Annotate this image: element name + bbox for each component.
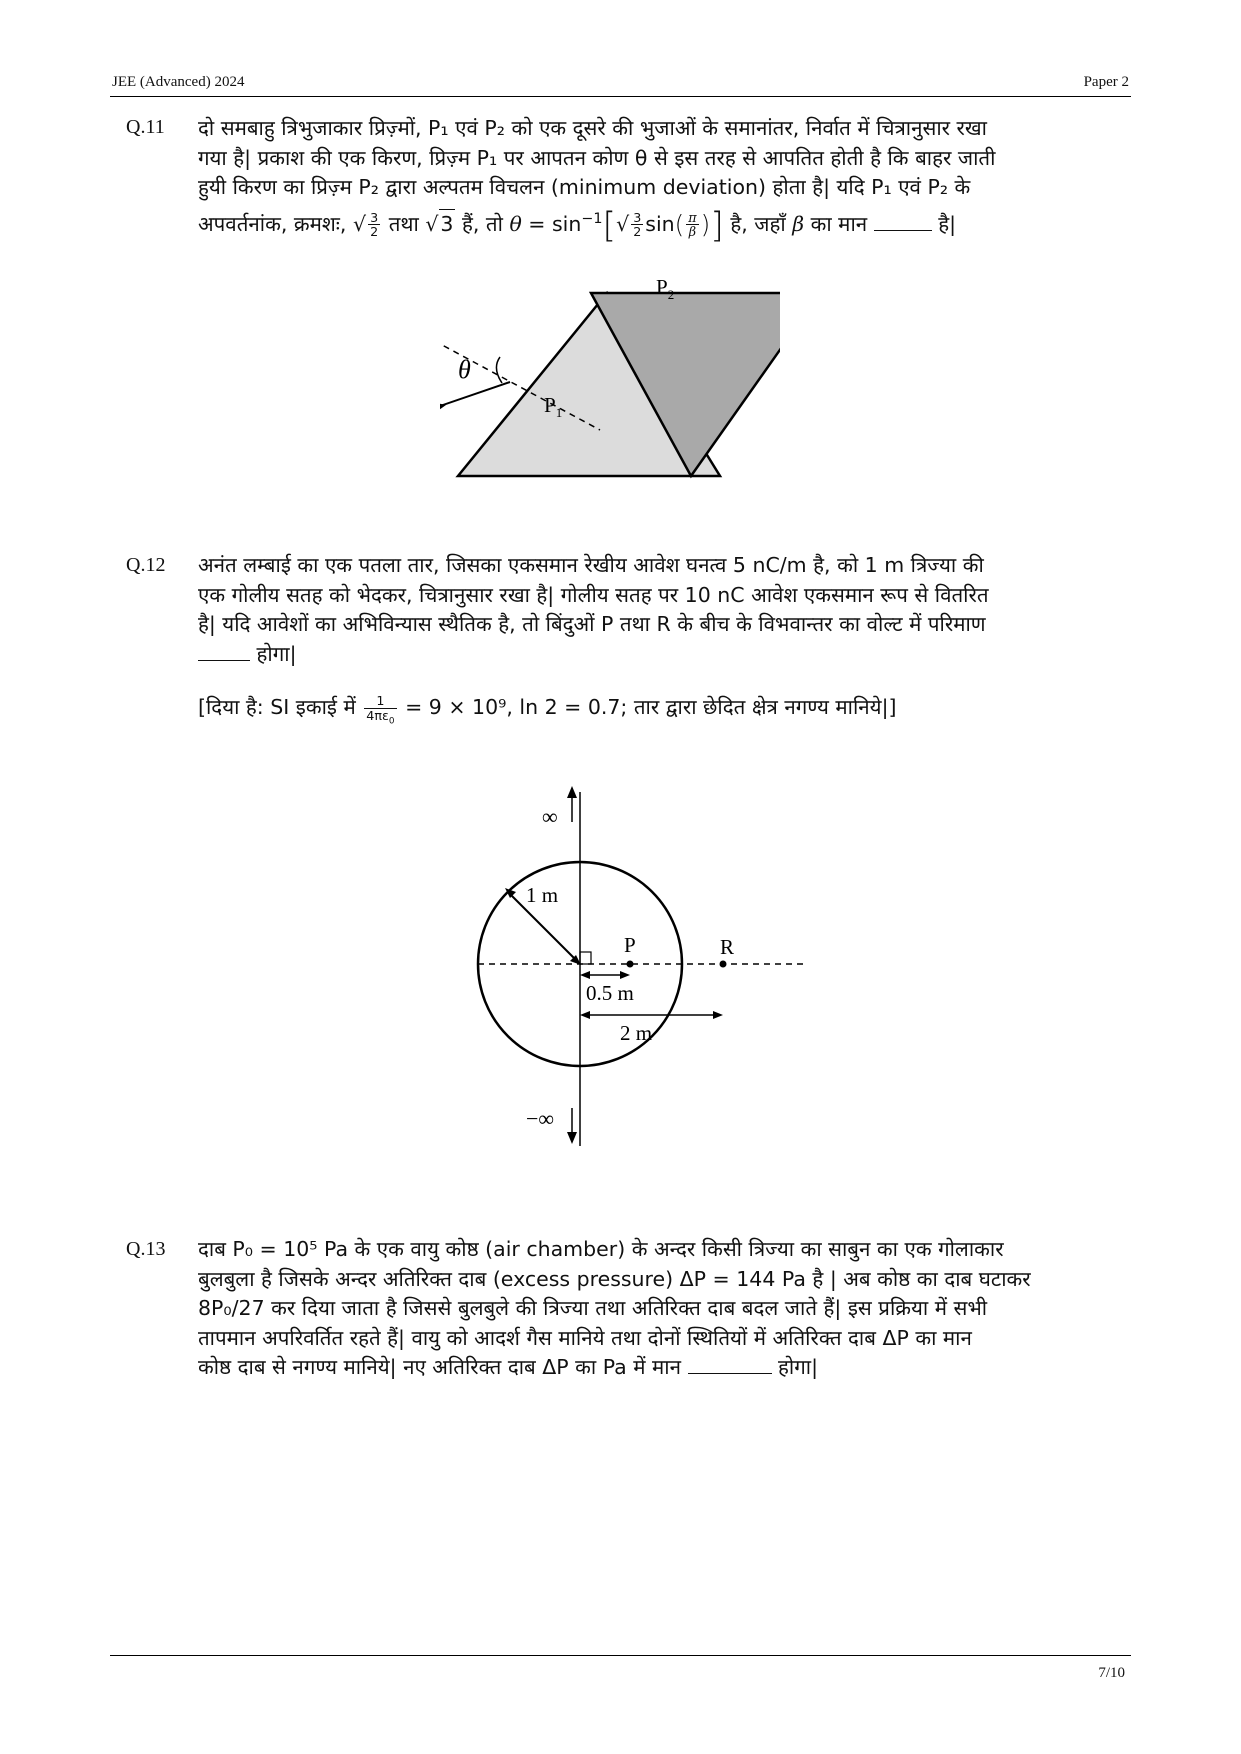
question-number-13: Q.13	[126, 1238, 166, 1260]
header-rule	[110, 96, 1131, 97]
incident-ray	[440, 382, 510, 418]
right-angle-mark	[580, 952, 591, 964]
question-11-text	[198, 114, 1124, 246]
paper-label: Paper 2	[1083, 74, 1129, 90]
angle-arc	[496, 357, 502, 383]
q11-line-3: हुयी किरण का प्रिज़्म P₂ द्वारा अल्पतम विचलन (minimum deviation) होता है| यदि P₁ एवं P₂ के	[198, 175, 971, 199]
point-r	[720, 961, 727, 968]
arrow-down-icon	[567, 1132, 577, 1144]
radius-label: 1 m	[526, 883, 559, 907]
question-13-text	[198, 1235, 1124, 1383]
q13-line-2: बुलबुला है जिसके अन्दर अतिरिक्त दाब (excess pressure) ΔP = 144 Pa है | अब कोष्ठ का दाब घटाकर	[198, 1266, 1031, 1291]
answer-blank-13[interactable]	[688, 1372, 772, 1374]
label-r: R	[720, 935, 735, 959]
answer-blank-11[interactable]	[874, 229, 932, 231]
q13-line-5: कोष्ठ दाब से नगण्य मानिये| नए अतिरिक्त दाब ΔP का Pa में मान होगा|	[198, 1355, 818, 1379]
infinity-bottom: −∞	[526, 1106, 555, 1131]
q13-line-4: तापमान अपरिवर्तित रहते हैं| वायु को आदर्श गैस मानिये तथा दोनों स्थितियों में अतिरिक्त दाब ΔP का मान	[198, 1325, 972, 1350]
q12-line-1: अनंत लम्बाई का एक पतला तार, जिसका एकसमान रेखीय आवेश घनत्व 5 nC/m है, को 1 m त्रिज्या की	[198, 553, 984, 577]
q11-line-2: गया है| प्रकाश की एक किरण, प्रिज़्म P₁ पर आपतन कोण θ से इस तरह से आपतित होती है कि बाहर जाती	[198, 145, 996, 170]
label-p: P	[624, 933, 636, 957]
dist-p-arrow-left-icon	[580, 971, 590, 979]
question-number-11: Q.11	[126, 116, 165, 138]
p1-label: $P_1$	[544, 393, 563, 420]
dist-r-label: 2 m	[620, 1021, 653, 1045]
q12-line-2: एक गोलीय सतह को भेदकर, चित्रानुसार रखा है| गोलीय सतह पर 10 nC आवेश एकसमान रूप से वितरित	[198, 582, 989, 607]
page-number: 7/10	[1098, 1665, 1125, 1681]
q12-line-4: होगा|	[198, 640, 1124, 670]
answer-blank-12[interactable]	[198, 659, 250, 661]
question-number-12: Q.12	[126, 554, 166, 576]
q12-given: [दिया है: SI इकाई में $\frac{1}{4\pi\varepsilon_0}$ = 9 × 10⁹, ln 2 = 0.7; तार द्वारा छेदित क्षेत्र नगण्य मानिये|]	[198, 693, 897, 727]
dist-p-arrow-right-icon	[620, 971, 630, 979]
q13-line-1: दाब P₀ = 10⁵ Pa के एक वायु कोष्ठ (air chamber) के अन्दर किसी त्रिज्या का साबुन का एक गोलाकार	[198, 1237, 1004, 1261]
p2-label: $P_2$	[656, 280, 675, 302]
q11-line-1: दो समबाहु त्रिभुजाकार प्रिज़्मों, P₁ एवं P₂ को एक दूसरे की भुजाओं के समानांतर, निर्वात में चित्रानुसार रखा	[198, 116, 987, 140]
exam-title: JEE (Advanced) 2024	[112, 74, 245, 90]
arrow-up-icon	[567, 786, 577, 798]
dist-p-label: 0.5 m	[586, 981, 634, 1005]
infinity-top: ∞	[542, 804, 558, 829]
question-12-text	[198, 551, 1124, 727]
sphere-figure	[460, 776, 840, 1151]
q13-line-3: 8P₀/27 कर दिया जाता है जिससे बुलबुले की त्रिज्या तथा अतिरिक्त दाब बदल जाते हैं| इस प्रक्रिया में सभी	[198, 1296, 988, 1320]
point-p	[627, 961, 634, 968]
theta-label: θ	[458, 355, 471, 384]
q11-line-4: अपवर्तनांक, क्रमशः, √ $\frac{3}{2}$ तथा √3 हैं, तो $\theta = \sin^{-1}[√$ $\frac{3}{2}$ sin( $\frac{\pi}{\beta}$ )] है, जहाँ β का मान है|	[198, 205, 956, 246]
footer-rule	[110, 1655, 1131, 1656]
dist-r-arrow-right-icon	[713, 1011, 723, 1019]
q12-line-3: है| यदि आवेशों का अभिविन्यास स्थैतिक है, तो बिंदुओं P तथा R के बीच के विभवान्तर का वोल्ट में परिमाण	[198, 612, 986, 636]
prism-figure	[440, 280, 780, 480]
dist-r-arrow-left-icon	[580, 1011, 590, 1019]
